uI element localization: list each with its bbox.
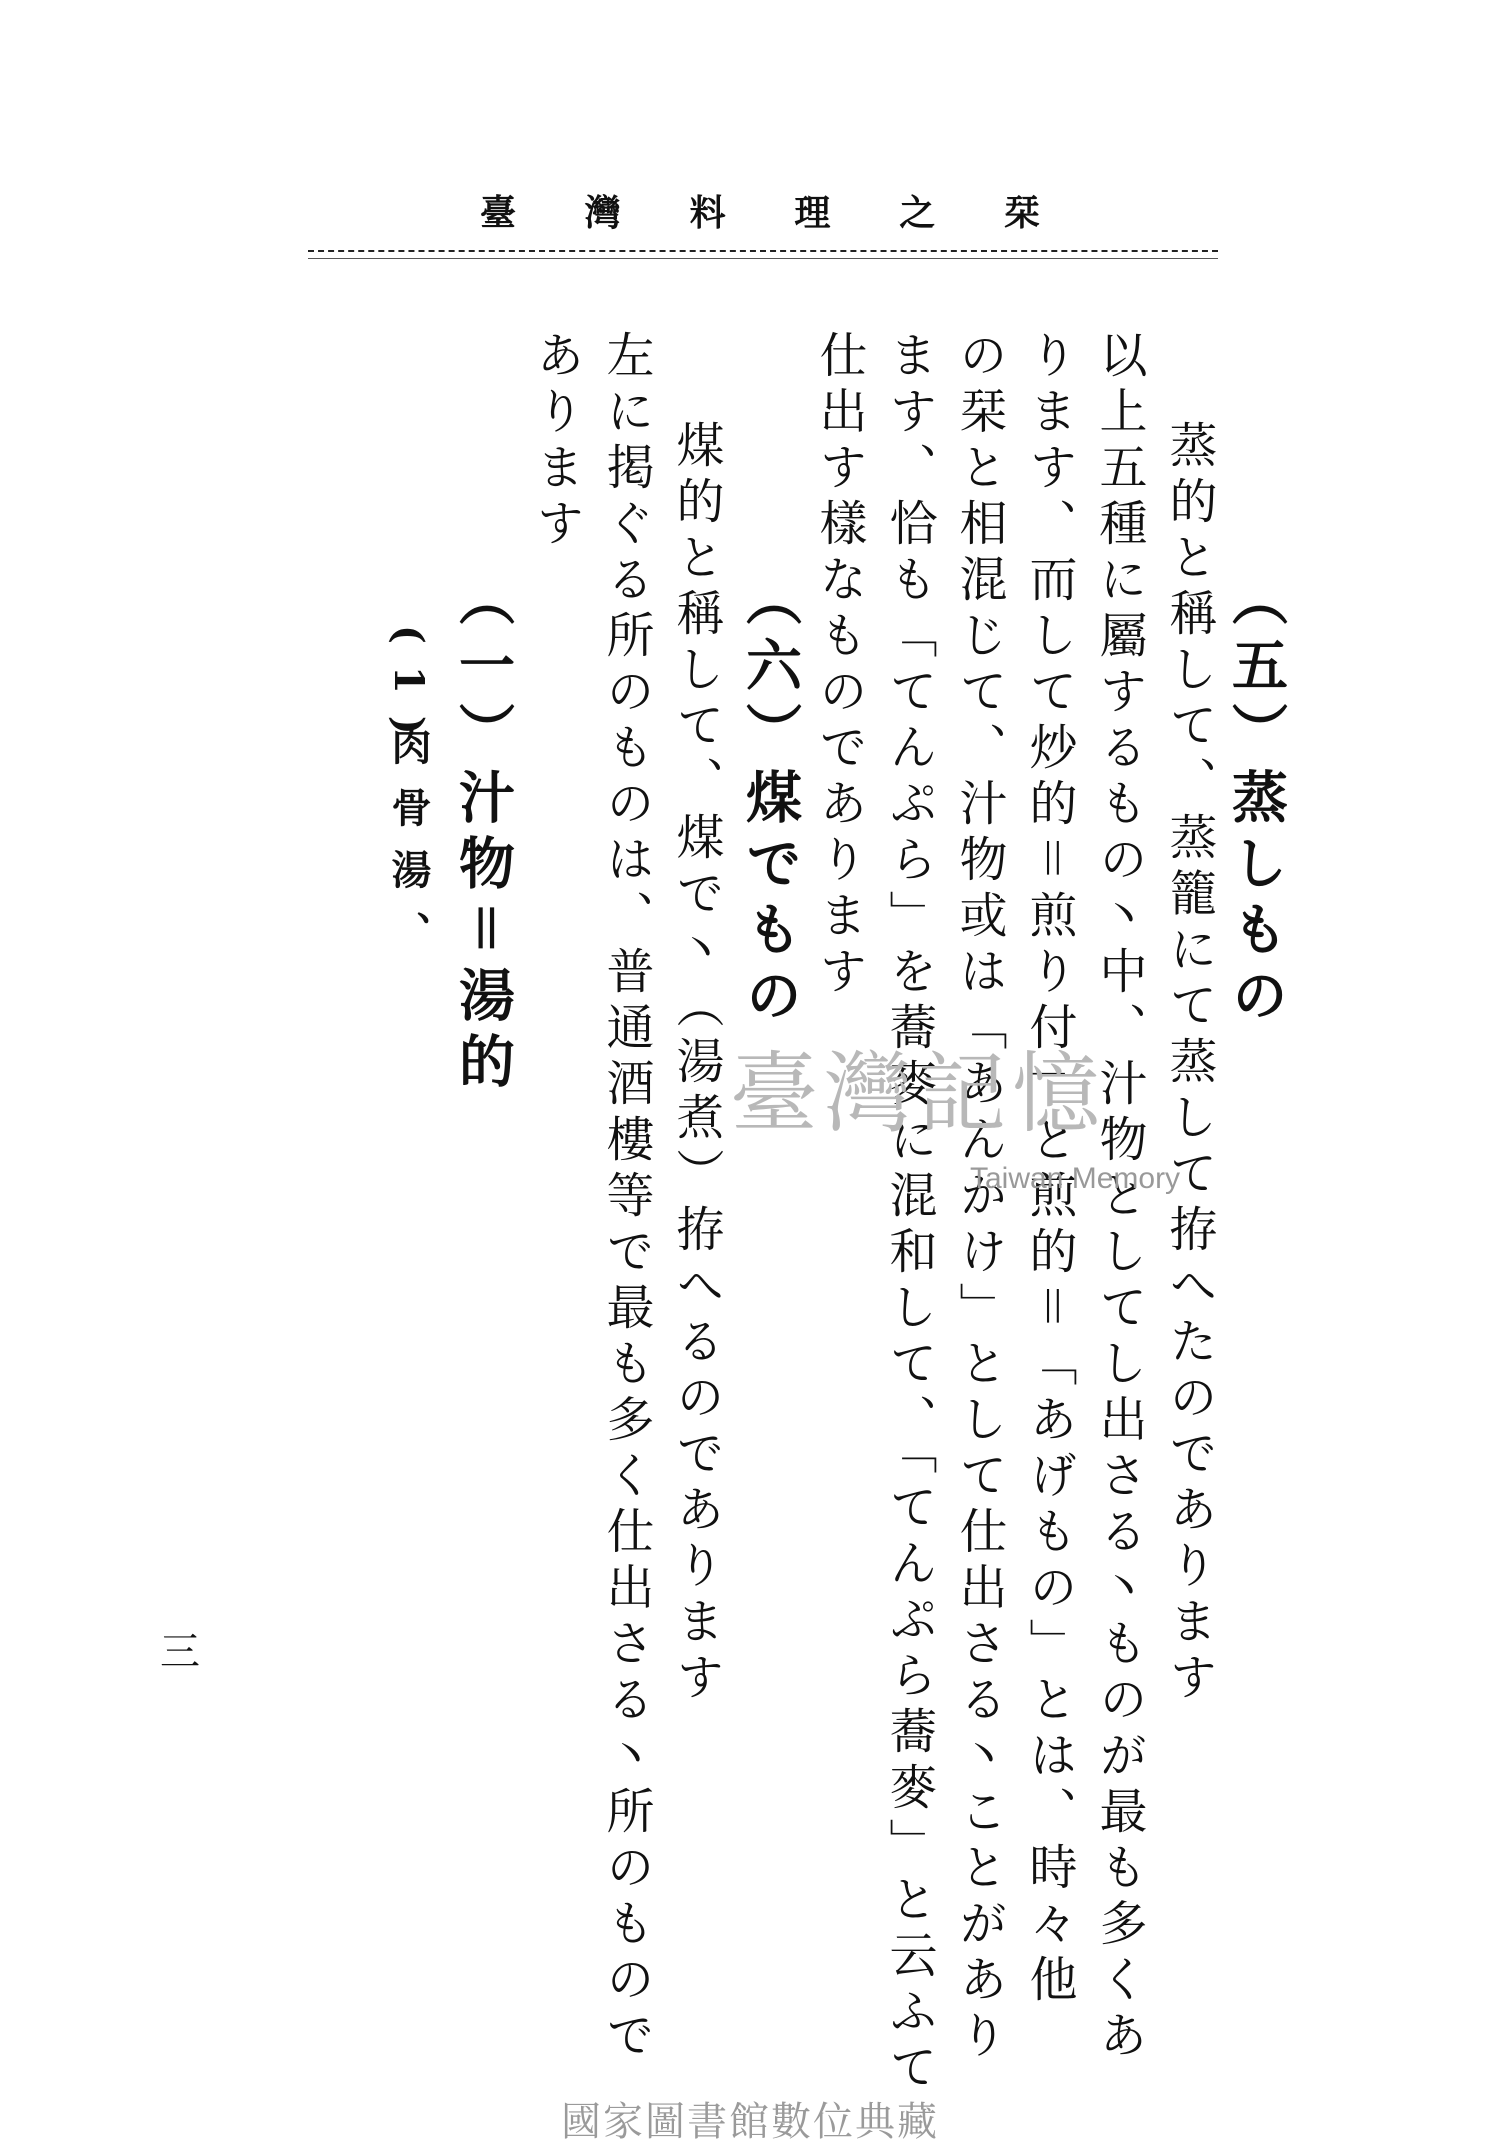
item-1-name: 肉骨湯、 [385,725,432,973]
section-5-line: の栞と相混じて、汁物或は「あんかけ」として仕出さる丶ことがあり [951,330,1007,2066]
header-rule [308,250,1218,259]
subsection-1-heading: （一）汁物＝湯的 [450,570,516,1098]
header-char: 臺 [480,191,517,234]
section-6-heading: （六）煤でもの [737,570,803,1032]
section-5-line: ます、恰も「てんぷら」を蕎麥に混和して、「てんぷら蕎麥」と云ふて [881,330,937,2098]
header-char: 灣 [584,191,621,234]
footer-credit: 國家圖書館數位典藏 [561,2099,939,2145]
section-5-heading: （五）蒸しもの [1223,570,1289,1032]
header-char: 之 [899,191,936,234]
section-6-line: 煤的と稱して、煤で丶（湯煮）拵へるのであります [668,420,724,1708]
header-char: 栞 [1003,191,1040,234]
header-char: 料 [689,191,726,234]
section-5-line: 仕出す樣なものであります [811,330,867,1002]
page-number: 三 [160,1629,200,1675]
running-header [480,185,1040,235]
section-5-line: 以上五種に屬するもの丶中、汁物としてし出さる丶ものが最も多くあ [1091,330,1147,2066]
section-6-line: 左に掲ぐる所のものは、普通酒樓等で最も多く仕出さる丶所のもので [598,330,654,2066]
watermark-chinese: 臺灣記憶 [730,1042,1107,1145]
header-char: 理 [794,191,831,234]
item-1-number: (1) [385,625,432,757]
section-6-line: あります [528,330,584,554]
section-5-line: 蒸的と稱して、蒸籠にて蒸して拵へたのであります [1161,420,1217,1708]
section-5-line: ります、而して炒的＝煎り付」と煎的＝「あげもの」とは、時々他 [1021,330,1077,2010]
watermark-english: Taiwan Memory [970,1162,1181,1195]
